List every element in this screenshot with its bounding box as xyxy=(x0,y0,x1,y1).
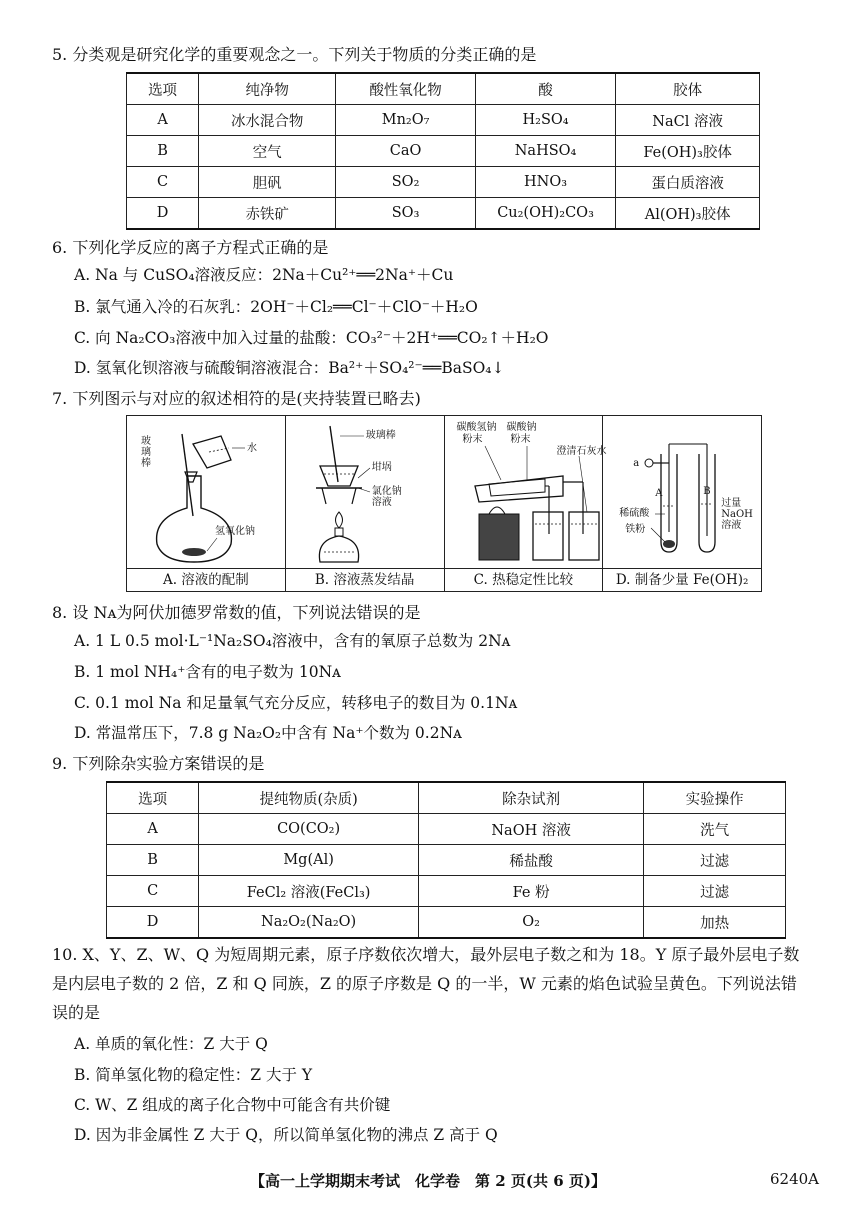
label-crucible: 坩埚 xyxy=(371,462,392,473)
q5-header-cell: 纯净物 xyxy=(199,73,336,105)
q10-option-d: D. 因为非金属性 Z 大于 Q，所以简单氢化物的沸点 Z 高于 Q xyxy=(74,1126,498,1144)
label-iron-powder: 铁粉 xyxy=(625,524,646,535)
q5-stem: 5. 分类观是研究化学的重要观念之一。下列关于物质的分类正确的是 xyxy=(52,45,537,64)
q6-stem: 6. 下列化学反应的离子方程式正确的是 xyxy=(52,238,329,257)
q7-stem: 7. 下列图示与对应的叙述相符的是(夹持装置已略去) xyxy=(52,389,421,408)
q9-header-cell: 实验操作 xyxy=(644,782,786,814)
table-cell: 蛋白质溶液 xyxy=(616,167,760,198)
q7-caption-c: C. 热稳定性比较 xyxy=(445,568,603,591)
table-row xyxy=(127,136,760,167)
table-row xyxy=(107,814,786,845)
q10-option-b: B. 简单氢化物的稳定性：Z 大于 Y xyxy=(74,1066,313,1084)
label-glass-rod: 玻璃棒 xyxy=(365,430,396,441)
table-row xyxy=(107,845,786,876)
label-solution: 溶液 xyxy=(371,497,392,508)
table-cell: 过滤 xyxy=(644,845,786,876)
q6-option-c: C. 向 Na₂CO₃溶液中加入过量的盐酸：CO₃²⁻＋2H⁺══CO₂↑＋H₂O xyxy=(74,329,549,347)
table-cell: FeCl₂ 溶液(FeCl₃) xyxy=(199,876,419,907)
q7-caption-a: A. 溶液的配制 xyxy=(127,568,285,591)
q10-stem: 10. X、Y、Z、W、Q 为短周期元素，原子序数依次增大，最外层电子数之和为 18。Y 原子最外层电子数是内层电子数的 2 倍，Z 和 Q 同族，Z 的原子序数是 Q 的一半，W 元素的焰色试验呈黄色。下列说法错误的是 xyxy=(52,945,800,1022)
q8-stem: 8. 设 Nᴀ为阿伏加德罗常数的值，下列说法错误的是 xyxy=(52,603,421,622)
table-row xyxy=(127,198,760,230)
table-cell: 稀盐酸 xyxy=(419,845,644,876)
table-cell: Mg(Al) xyxy=(199,845,419,876)
table-cell: NaCl 溶液 xyxy=(616,105,760,136)
q6-option-d: D. 氢氧化钡溶液与硫酸铜溶液混合：Ba²⁺＋SO₄²⁻══BaSO₄↓ xyxy=(74,359,505,377)
label-nahco3: 碳酸氢钠 xyxy=(456,422,497,433)
table-row xyxy=(127,105,760,136)
q7-caption-b: B. 溶液蒸发结晶 xyxy=(286,568,444,591)
q9-header-cell: 选项 xyxy=(107,782,199,814)
table-cell: CO(CO₂) xyxy=(199,814,419,845)
q6-option-a: A. Na 与 CuSO₄溶液反应：2Na＋Cu²⁺══2Na⁺＋Cu xyxy=(74,266,454,284)
table-cell: B xyxy=(107,845,199,876)
q7-panel-c xyxy=(445,416,607,591)
table-cell: NaHSO₄ xyxy=(475,136,615,167)
label-glass-rod-1: 玻 xyxy=(141,436,151,447)
label-excess: 过量 xyxy=(721,498,742,509)
q8-option-a: A. 1 L 0.5 mol·L⁻¹Na₂SO₄溶液中，含有的氧原子总数为 2Nᴀ xyxy=(74,632,511,650)
table-cell: 赤铁矿 xyxy=(199,198,336,230)
table-cell: Cu₂(OH)₂CO₃ xyxy=(475,198,615,230)
table-cell: A xyxy=(127,105,199,136)
label-glass-rod-2: 璃 xyxy=(141,447,151,458)
table-cell: 加热 xyxy=(644,907,786,939)
label-limewater: 澄清石灰水 xyxy=(556,446,607,457)
paper-code: 6240A xyxy=(770,1170,820,1188)
table-cell: 过滤 xyxy=(644,876,786,907)
table-cell: NaOH 溶液 xyxy=(419,814,644,845)
q9-table xyxy=(106,781,786,939)
label-a: a xyxy=(633,458,640,469)
table-row xyxy=(127,167,760,198)
table-row xyxy=(107,907,786,939)
label-naoh-d: NaOH xyxy=(721,509,753,520)
table-cell: 空气 xyxy=(199,136,336,167)
q5-header-cell: 酸性氧化物 xyxy=(336,73,476,105)
q9-header-cell: 提纯物质(杂质) xyxy=(199,782,419,814)
table-cell: 胆矾 xyxy=(199,167,336,198)
q7-panel-b xyxy=(286,416,445,591)
table-cell: D xyxy=(127,198,199,230)
table-cell: Na₂O₂(Na₂O) xyxy=(199,907,419,939)
label-tube-a: A xyxy=(655,488,663,499)
table-cell: C xyxy=(127,167,199,198)
label-tube-b: B xyxy=(703,486,711,497)
q5-table xyxy=(126,72,760,230)
q7-figure-panels xyxy=(126,415,762,592)
q7-caption-d: D. 制备少量 Fe(OH)₂ xyxy=(603,568,761,591)
table-cell: Al(OH)₃胶体 xyxy=(616,198,760,230)
evaporation-diagram xyxy=(286,416,429,568)
page-footer: 【高一上学期期末考试 化学卷 第 2 页(共 6 页)】 xyxy=(250,1172,606,1190)
table-cell: SO₃ xyxy=(336,198,476,230)
q7-panel-d xyxy=(603,416,761,591)
q9-stem: 9. 下列除杂实验方案错误的是 xyxy=(52,754,265,773)
table-cell: HNO₃ xyxy=(475,167,615,198)
table-cell: A xyxy=(107,814,199,845)
q9-header-row xyxy=(107,782,786,814)
table-cell: O₂ xyxy=(419,907,644,939)
label-water: 水 xyxy=(247,443,257,454)
table-cell: 冰水混合物 xyxy=(199,105,336,136)
label-powder-1: 粉末 xyxy=(462,434,483,445)
q5-header-cell: 酸 xyxy=(475,73,615,105)
label-glass-rod-3: 棒 xyxy=(141,458,151,469)
label-powder-2: 粉末 xyxy=(510,434,531,445)
table-cell: H₂SO₄ xyxy=(475,105,615,136)
q5-header-row xyxy=(127,73,760,105)
q8-option-b: B. 1 mol NH₄⁺含有的电子数为 10Nᴀ xyxy=(74,663,341,681)
q7-panel-a xyxy=(127,416,286,591)
q6-option-b: B. 氯气通入冷的石灰乳：2OH⁻＋Cl₂══Cl⁻＋ClO⁻＋H₂O xyxy=(74,298,478,316)
q5-header-cell: 选项 xyxy=(127,73,199,105)
table-cell: Fe(OH)₃胶体 xyxy=(616,136,760,167)
table-cell: 洗气 xyxy=(644,814,786,845)
label-solution-d: 溶液 xyxy=(721,520,742,531)
q8-option-d: D. 常温常压下，7.8 g Na₂O₂中含有 Na⁺个数为 0.2Nᴀ xyxy=(74,724,462,742)
q10-option-c: C. W、Z 组成的离子化合物中可能含有共价键 xyxy=(74,1096,391,1114)
label-naoh: 氢氧化钠 xyxy=(215,526,255,537)
table-cell: D xyxy=(107,907,199,939)
label-nacl: 氯化钠 xyxy=(371,486,402,497)
table-cell: C xyxy=(107,876,199,907)
q10-option-a: A. 单质的氧化性：Z 大于 Q xyxy=(74,1035,268,1053)
label-na2co3: 碳酸钠 xyxy=(506,422,537,433)
table-cell: B xyxy=(127,136,199,167)
table-cell: Fe 粉 xyxy=(419,876,644,907)
q9-header-cell: 除杂试剂 xyxy=(419,782,644,814)
q8-option-c: C. 0.1 mol Na 和足量氧气充分反应，转移电子的数目为 0.1Nᴀ xyxy=(74,694,518,712)
table-cell: SO₂ xyxy=(336,167,476,198)
label-dilute-h2so4: 稀硫酸 xyxy=(619,508,650,519)
q5-header-cell: 胶体 xyxy=(616,73,760,105)
fe-oh2-diagram xyxy=(603,416,773,568)
table-row xyxy=(107,876,786,907)
table-cell: CaO xyxy=(336,136,476,167)
table-cell: Mn₂O₇ xyxy=(336,105,476,136)
